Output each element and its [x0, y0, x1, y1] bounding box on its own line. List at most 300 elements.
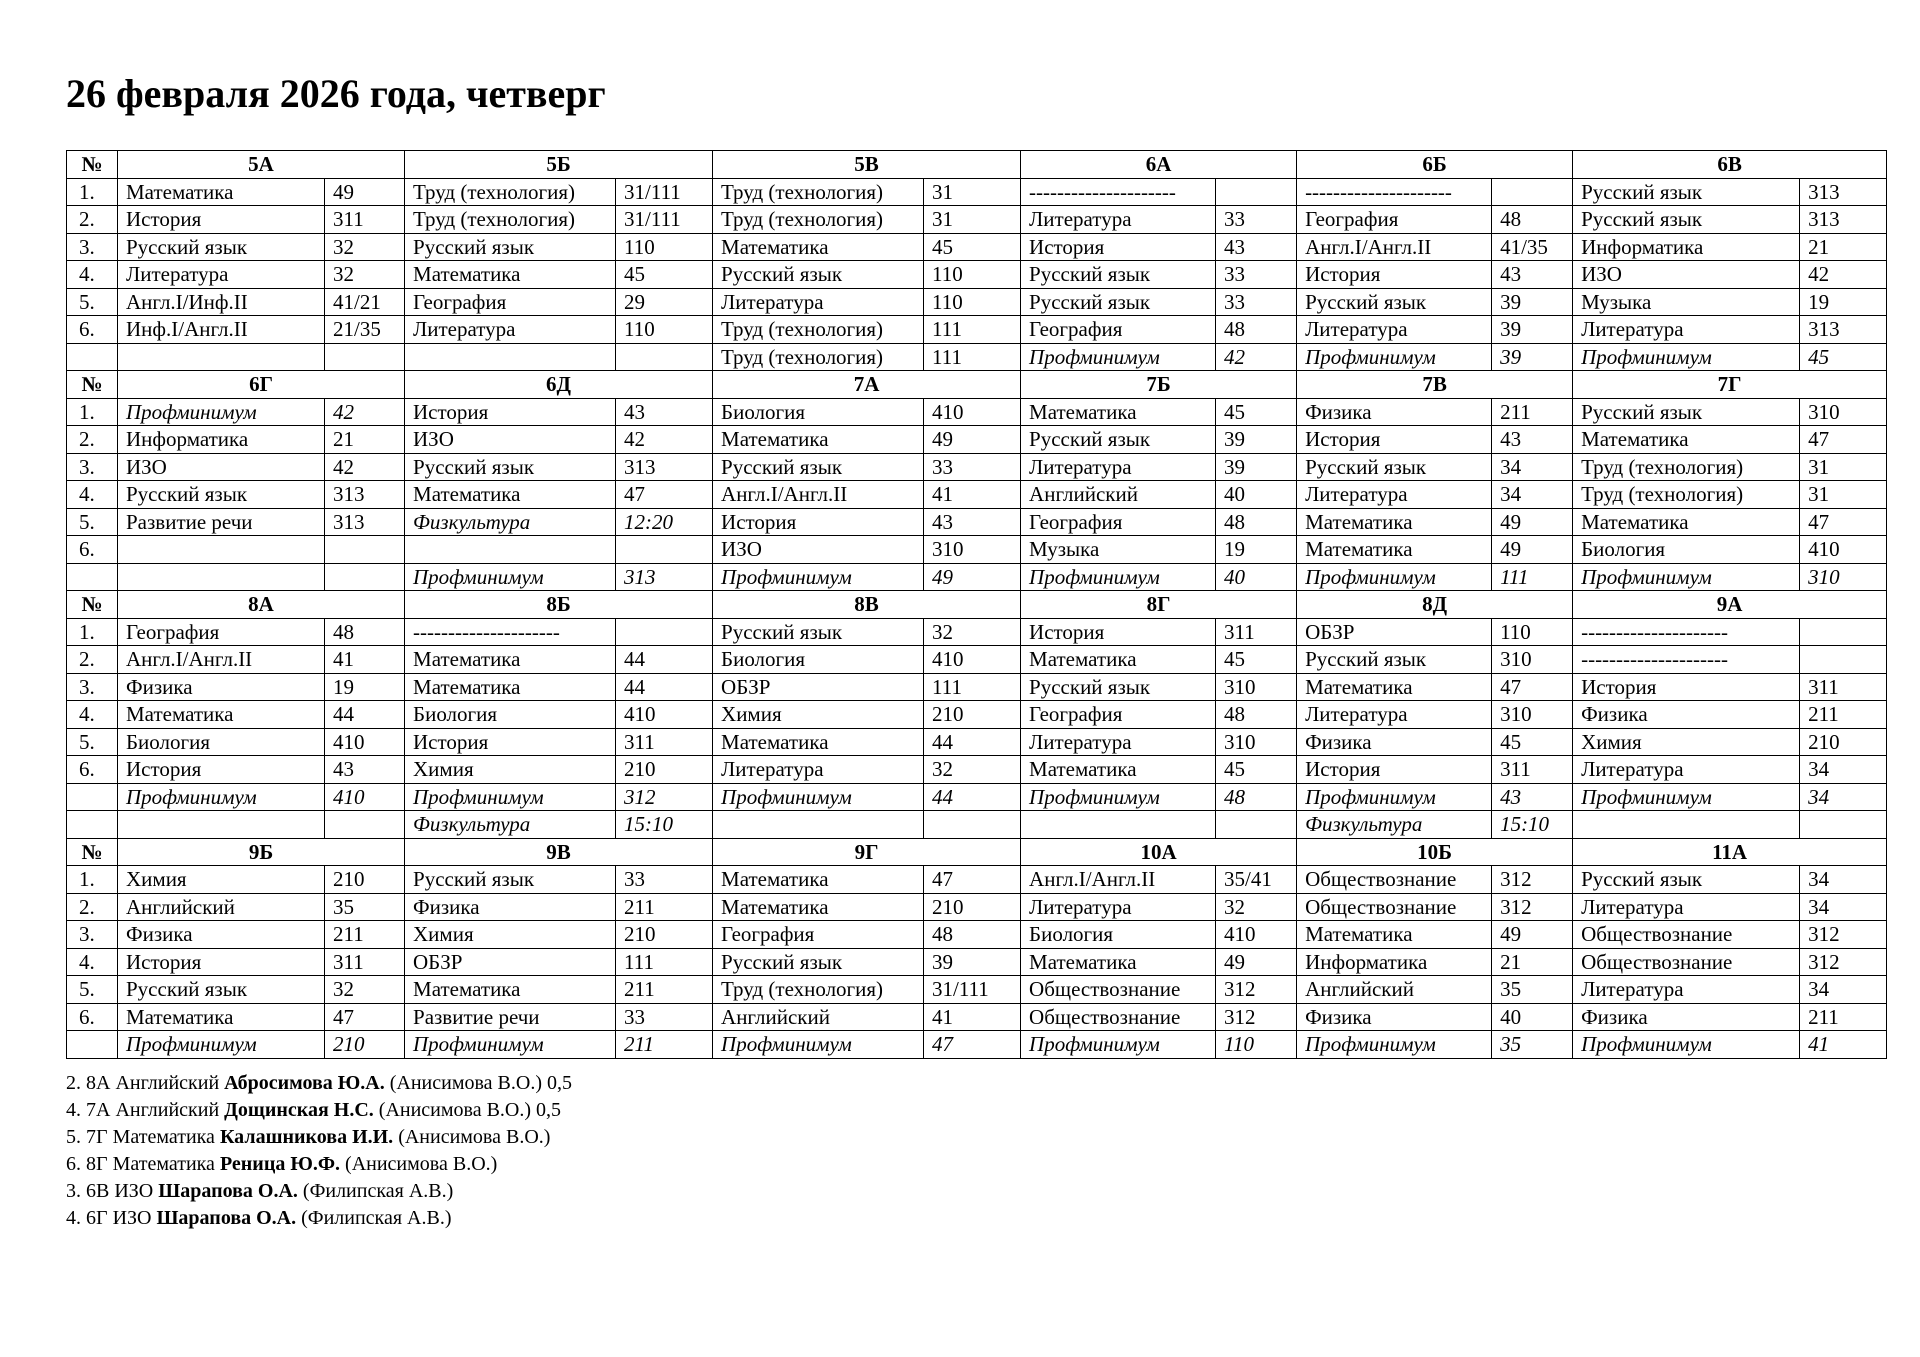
subject-cell: Математика — [713, 893, 924, 921]
room-cell: 310 — [924, 536, 1021, 564]
room-cell: 210 — [325, 866, 405, 894]
room-cell: 47 — [616, 481, 713, 509]
room-cell: 312 — [1216, 976, 1297, 1004]
subject-cell: Биология — [713, 398, 924, 426]
subject-cell: Обществознание — [1021, 976, 1216, 1004]
subject-cell: Русский язык — [713, 453, 924, 481]
subject-cell: Развитие речи — [405, 1003, 616, 1031]
subject-cell: Литература — [1573, 316, 1800, 344]
substitution-note — [66, 1124, 572, 1151]
room-cell: 35 — [1492, 1031, 1573, 1059]
subject-cell: Профминимум — [1021, 783, 1216, 811]
lesson-row — [67, 756, 1887, 784]
room-cell: 39 — [924, 948, 1021, 976]
room-cell: 34 — [1800, 866, 1887, 894]
subject-cell: География — [1021, 508, 1216, 536]
class-name-header: 8Д — [1297, 591, 1573, 619]
note-text: 6. 8Г Математика — [66, 1153, 220, 1175]
subject-cell: ИЗО — [713, 536, 924, 564]
subject-cell: История — [1297, 426, 1492, 454]
subject-cell: Труд (технология) — [1573, 453, 1800, 481]
teacher-name: Шарапова О.А. — [156, 1207, 297, 1229]
subject-cell: Литература — [1021, 206, 1216, 234]
subject-cell: Профминимум — [1297, 1031, 1492, 1059]
subject-cell: Профминимум — [118, 398, 325, 426]
room-cell: 43 — [1492, 426, 1573, 454]
subject-cell: Математика — [118, 178, 325, 206]
note-text: 4. 6Г ИЗО — [66, 1207, 157, 1229]
lesson-row — [67, 783, 1887, 811]
subject-cell: Литература — [1573, 893, 1800, 921]
room-cell: 44 — [924, 728, 1021, 756]
subject-cell: Математика — [1021, 948, 1216, 976]
subject-cell: Русский язык — [1573, 178, 1800, 206]
note-text: 2. 8А Английский — [66, 1072, 225, 1094]
subject-cell: Русский язык — [713, 948, 924, 976]
lesson-number: 6. — [67, 316, 118, 344]
subject-cell: Физкультура — [405, 811, 616, 839]
class-name-header: 6Г — [118, 371, 405, 399]
subject-cell: Английский — [1297, 976, 1492, 1004]
room-cell: 311 — [325, 206, 405, 234]
subject-cell: Математика — [405, 976, 616, 1004]
room-cell: 310 — [1216, 728, 1297, 756]
room-cell: 311 — [616, 728, 713, 756]
subject-cell: Инф.I/Англ.II — [118, 316, 325, 344]
room-cell: 410 — [1216, 921, 1297, 949]
subject-cell: Физика — [118, 921, 325, 949]
subject-cell: Физика — [1297, 398, 1492, 426]
note-text: (Анисимова В.О.) — [340, 1153, 498, 1175]
subject-cell: Литература — [1297, 316, 1492, 344]
lesson-number: 5. — [67, 508, 118, 536]
room-cell: 211 — [1800, 701, 1887, 729]
note-text: 3. 6В ИЗО — [66, 1180, 159, 1202]
room-cell: 42 — [325, 453, 405, 481]
room-cell: 211 — [1492, 398, 1573, 426]
subject-cell: Математика — [118, 1003, 325, 1031]
room-cell: 41/21 — [325, 288, 405, 316]
subject-cell: Англ.I/Инф.II — [118, 288, 325, 316]
room-cell: 312 — [1492, 893, 1573, 921]
lesson-number: 2. — [67, 426, 118, 454]
subject-cell: История — [405, 728, 616, 756]
subject-cell: Русский язык — [1021, 261, 1216, 289]
room-cell: 45 — [1800, 343, 1887, 371]
class-header-row — [67, 371, 1887, 399]
room-cell: 41 — [924, 1003, 1021, 1031]
room-cell: 34 — [1800, 893, 1887, 921]
subject-cell: История — [118, 948, 325, 976]
class-name-header: 8В — [713, 591, 1021, 619]
subject-cell: Математика — [1297, 921, 1492, 949]
lesson-row — [67, 233, 1887, 261]
room-cell: 210 — [924, 893, 1021, 921]
lesson-row — [67, 618, 1887, 646]
lesson-number: 5. — [67, 976, 118, 1004]
room-cell: 48 — [325, 618, 405, 646]
room-cell: 49 — [1216, 948, 1297, 976]
subject-cell: Химия — [405, 756, 616, 784]
room-cell: 210 — [325, 1031, 405, 1059]
lesson-row — [67, 288, 1887, 316]
subject-cell: ИЗО — [405, 426, 616, 454]
room-cell: 311 — [1216, 618, 1297, 646]
lesson-row — [67, 866, 1887, 894]
class-header-row — [67, 151, 1887, 179]
room-cell — [616, 618, 713, 646]
subject-cell: История — [118, 756, 325, 784]
subject-cell: --------------------- — [405, 618, 616, 646]
lesson-row — [67, 536, 1887, 564]
subject-cell: Физкультура — [405, 508, 616, 536]
room-cell: 21 — [325, 426, 405, 454]
subject-cell: Обществознание — [1573, 921, 1800, 949]
room-cell: 41 — [924, 481, 1021, 509]
room-cell: 313 — [325, 508, 405, 536]
subject-cell: Математика — [1021, 646, 1216, 674]
room-cell: 313 — [1800, 178, 1887, 206]
class-name-header: 6А — [1021, 151, 1297, 179]
room-cell: 110 — [616, 233, 713, 261]
subject-cell: Математика — [713, 728, 924, 756]
lesson-number: 4. — [67, 261, 118, 289]
subject-cell: Биология — [405, 701, 616, 729]
room-cell: 211 — [616, 976, 713, 1004]
room-cell: 19 — [1800, 288, 1887, 316]
lesson-row — [67, 728, 1887, 756]
lesson-number — [67, 563, 118, 591]
subject-cell: Русский язык — [1021, 426, 1216, 454]
room-cell: 47 — [1800, 426, 1887, 454]
room-cell: 35/41 — [1216, 866, 1297, 894]
room-cell — [1216, 811, 1297, 839]
subject-cell: Математика — [1021, 398, 1216, 426]
room-cell: 45 — [1216, 756, 1297, 784]
subject-cell: Биология — [118, 728, 325, 756]
room-cell: 110 — [616, 316, 713, 344]
room-cell: 34 — [1800, 756, 1887, 784]
room-cell: 33 — [1216, 206, 1297, 234]
subject-cell: Химия — [118, 866, 325, 894]
room-cell: 29 — [616, 288, 713, 316]
lesson-number: 6. — [67, 756, 118, 784]
lesson-number — [67, 1031, 118, 1059]
class-name-header: 9Г — [713, 838, 1021, 866]
subject-cell: ИЗО — [118, 453, 325, 481]
lesson-number: 1. — [67, 178, 118, 206]
subject-cell: История — [1021, 233, 1216, 261]
room-cell: 110 — [924, 288, 1021, 316]
lesson-row — [67, 481, 1887, 509]
room-cell — [616, 536, 713, 564]
subject-cell: Математика — [405, 646, 616, 674]
room-cell: 43 — [1492, 783, 1573, 811]
class-name-header: 9Б — [118, 838, 405, 866]
subject-cell: История — [405, 398, 616, 426]
room-cell: 21 — [1800, 233, 1887, 261]
lesson-number: 3. — [67, 453, 118, 481]
subject-cell: Литература — [118, 261, 325, 289]
subject-cell: Математика — [713, 233, 924, 261]
teacher-name: Реница Ю.Ф. — [219, 1153, 341, 1175]
subject-cell: Математика — [713, 866, 924, 894]
room-cell: 44 — [616, 673, 713, 701]
room-cell: 35 — [325, 893, 405, 921]
subject-cell — [118, 536, 325, 564]
class-name-header: 7Г — [1573, 371, 1887, 399]
room-cell — [1492, 178, 1573, 206]
room-cell: 39 — [1492, 316, 1573, 344]
room-cell: 32 — [1216, 893, 1297, 921]
subject-cell: Литература — [1573, 976, 1800, 1004]
room-cell: 43 — [616, 398, 713, 426]
lesson-number: 2. — [67, 206, 118, 234]
room-cell: 32 — [325, 261, 405, 289]
room-cell: 43 — [325, 756, 405, 784]
subject-cell: Информатика — [1573, 233, 1800, 261]
subject-cell: Русский язык — [1573, 398, 1800, 426]
room-cell: 31 — [1800, 453, 1887, 481]
room-cell: 310 — [1800, 398, 1887, 426]
subject-cell: История — [1021, 618, 1216, 646]
lesson-number: 4. — [67, 481, 118, 509]
subject-cell: Русский язык — [118, 976, 325, 1004]
room-cell — [325, 563, 405, 591]
class-name-header: 7В — [1297, 371, 1573, 399]
subject-cell: Русский язык — [118, 233, 325, 261]
subject-cell: Профминимум — [1021, 1031, 1216, 1059]
subject-cell: Математика — [1573, 508, 1800, 536]
subject-cell: Русский язык — [1573, 206, 1800, 234]
subject-cell: Профминимум — [118, 1031, 325, 1059]
lesson-row — [67, 563, 1887, 591]
subject-cell: Русский язык — [405, 453, 616, 481]
subject-cell: ОБЗР — [713, 673, 924, 701]
lesson-number: 3. — [67, 921, 118, 949]
room-cell: 48 — [1216, 783, 1297, 811]
class-name-header: 11А — [1573, 838, 1887, 866]
subject-cell: Математика — [1297, 508, 1492, 536]
subject-cell: География — [118, 618, 325, 646]
room-cell: 110 — [1492, 618, 1573, 646]
room-cell: 31 — [924, 206, 1021, 234]
subject-cell: Профминимум — [1297, 343, 1492, 371]
subject-cell: Профминимум — [1021, 343, 1216, 371]
room-cell: 34 — [1492, 481, 1573, 509]
room-cell: 41 — [1800, 1031, 1887, 1059]
room-cell — [325, 811, 405, 839]
lesson-number-header: № — [67, 151, 118, 179]
lesson-number: 4. — [67, 701, 118, 729]
room-cell: 312 — [1800, 921, 1887, 949]
subject-cell: История — [1297, 756, 1492, 784]
teacher-name: Шарапова О.А. — [158, 1180, 298, 1202]
subject-cell: Литература — [713, 288, 924, 316]
subject-cell: Математика — [405, 481, 616, 509]
subject-cell: Русский язык — [405, 233, 616, 261]
subject-cell: Развитие речи — [118, 508, 325, 536]
subject-cell: Физика — [118, 673, 325, 701]
room-cell: 410 — [924, 646, 1021, 674]
subject-cell: Математика — [1297, 673, 1492, 701]
lesson-row — [67, 921, 1887, 949]
subject-cell: Обществознание — [1297, 866, 1492, 894]
room-cell: 34 — [1492, 453, 1573, 481]
room-cell: 33 — [1216, 261, 1297, 289]
room-cell: 111 — [1492, 563, 1573, 591]
substitution-note — [66, 1205, 572, 1232]
room-cell: 211 — [616, 893, 713, 921]
subject-cell: Русский язык — [1297, 453, 1492, 481]
class-header-row — [67, 838, 1887, 866]
room-cell: 211 — [616, 1031, 713, 1059]
subject-cell: Труд (технология) — [713, 343, 924, 371]
room-cell: 48 — [1216, 508, 1297, 536]
note-text: (Анисимова В.О.) — [393, 1126, 551, 1148]
subject-cell: --------------------- — [1297, 178, 1492, 206]
subject-cell: Русский язык — [1297, 288, 1492, 316]
lesson-number: 3. — [67, 673, 118, 701]
class-name-header: 5А — [118, 151, 405, 179]
room-cell — [1800, 811, 1887, 839]
room-cell: 31/111 — [616, 178, 713, 206]
subject-cell: Информатика — [118, 426, 325, 454]
subject-cell: Музыка — [1021, 536, 1216, 564]
subject-cell: Труд (технология) — [713, 206, 924, 234]
room-cell: 410 — [924, 398, 1021, 426]
room-cell: 42 — [1216, 343, 1297, 371]
lesson-number: 5. — [67, 288, 118, 316]
lesson-row — [67, 646, 1887, 674]
class-name-header: 8А — [118, 591, 405, 619]
room-cell: 311 — [1800, 673, 1887, 701]
room-cell: 410 — [616, 701, 713, 729]
lesson-number: 6. — [67, 536, 118, 564]
room-cell: 32 — [325, 233, 405, 261]
room-cell: 312 — [1492, 866, 1573, 894]
subject-cell: ОБЗР — [405, 948, 616, 976]
room-cell: 210 — [924, 701, 1021, 729]
room-cell — [924, 811, 1021, 839]
subject-cell: Литература — [405, 316, 616, 344]
room-cell: 313 — [325, 481, 405, 509]
room-cell: 210 — [616, 756, 713, 784]
note-text: 4. 7А Английский — [66, 1099, 225, 1121]
room-cell: 41 — [325, 646, 405, 674]
subject-cell: Литература — [1297, 481, 1492, 509]
room-cell: 310 — [1492, 701, 1573, 729]
room-cell: 49 — [924, 563, 1021, 591]
note-text: (Анисимова В.О.) 0,5 — [373, 1099, 562, 1121]
subject-cell: Профминимум — [713, 783, 924, 811]
subject-cell: История — [118, 206, 325, 234]
room-cell: 312 — [1216, 1003, 1297, 1031]
lesson-number: 6. — [67, 1003, 118, 1031]
room-cell: 410 — [325, 783, 405, 811]
class-name-header: 10А — [1021, 838, 1297, 866]
subject-cell: Физика — [405, 893, 616, 921]
room-cell: 43 — [924, 508, 1021, 536]
room-cell — [1800, 618, 1887, 646]
subject-cell: Химия — [1573, 728, 1800, 756]
subject-cell: Математика — [1297, 536, 1492, 564]
subject-cell — [118, 343, 325, 371]
schedule-table — [66, 150, 1887, 1059]
lesson-row — [67, 426, 1887, 454]
room-cell: 47 — [1492, 673, 1573, 701]
lesson-row — [67, 261, 1887, 289]
room-cell: 49 — [1492, 921, 1573, 949]
subject-cell: Физика — [1297, 728, 1492, 756]
room-cell: 211 — [325, 921, 405, 949]
room-cell: 19 — [325, 673, 405, 701]
room-cell: 33 — [1216, 288, 1297, 316]
subject-cell: Профминимум — [405, 563, 616, 591]
subject-cell: Математика — [1573, 426, 1800, 454]
lesson-row — [67, 453, 1887, 481]
lesson-number-header: № — [67, 838, 118, 866]
subject-cell: Англ.I/Англ.II — [713, 481, 924, 509]
lesson-row — [67, 948, 1887, 976]
class-name-header: 6В — [1573, 151, 1887, 179]
room-cell — [1216, 178, 1297, 206]
room-cell: 31 — [924, 178, 1021, 206]
subject-cell: Английский — [1021, 481, 1216, 509]
room-cell: 45 — [1492, 728, 1573, 756]
subject-cell: Физика — [1297, 1003, 1492, 1031]
subject-cell: Литература — [1021, 893, 1216, 921]
room-cell: 45 — [1216, 398, 1297, 426]
room-cell: 34 — [1800, 783, 1887, 811]
subject-cell: Музыка — [1573, 288, 1800, 316]
subject-cell: Профминимум — [1573, 563, 1800, 591]
subject-cell: Биология — [1021, 921, 1216, 949]
room-cell: 49 — [1492, 536, 1573, 564]
subject-cell: Англ.I/Англ.II — [1297, 233, 1492, 261]
subject-cell: Русский язык — [713, 261, 924, 289]
subject-cell: Литература — [1297, 701, 1492, 729]
room-cell: 44 — [325, 701, 405, 729]
lesson-row — [67, 1031, 1887, 1059]
subject-cell: Профминимум — [713, 1031, 924, 1059]
room-cell: 33 — [616, 866, 713, 894]
note-text: (Филипская А.В.) — [297, 1180, 454, 1202]
subject-cell: Русский язык — [405, 866, 616, 894]
lesson-row — [67, 508, 1887, 536]
room-cell: 34 — [1800, 976, 1887, 1004]
lesson-number: 4. — [67, 948, 118, 976]
room-cell: 31/111 — [616, 206, 713, 234]
room-cell: 111 — [924, 316, 1021, 344]
class-header-row — [67, 591, 1887, 619]
subject-cell — [1021, 811, 1216, 839]
subject-cell: Русский язык — [1573, 866, 1800, 894]
room-cell: 211 — [1800, 1003, 1887, 1031]
subject-cell: Русский язык — [713, 618, 924, 646]
subject-cell: Обществознание — [1297, 893, 1492, 921]
subject-cell: Русский язык — [1021, 673, 1216, 701]
room-cell: 313 — [616, 563, 713, 591]
lesson-number: 3. — [67, 233, 118, 261]
subject-cell: Литература — [1021, 728, 1216, 756]
lesson-number: 1. — [67, 398, 118, 426]
subject-cell: ИЗО — [1573, 261, 1800, 289]
subject-cell: Труд (технология) — [713, 316, 924, 344]
subject-cell: Физика — [1573, 1003, 1800, 1031]
subject-cell: Биология — [713, 646, 924, 674]
subject-cell: География — [1021, 316, 1216, 344]
